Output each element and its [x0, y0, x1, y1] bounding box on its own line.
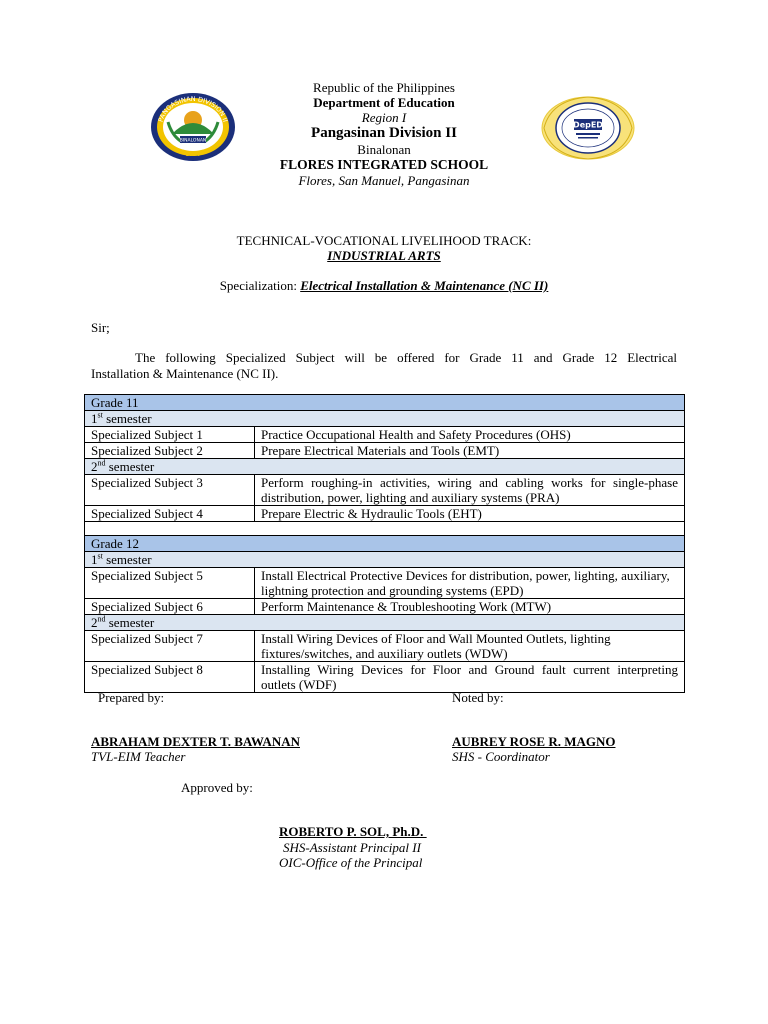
approved-by-name: ROBERTO P. SOL, Ph.D. [279, 824, 427, 839]
track-title: TECHNICAL-VOCATIONAL LIVELIHOOD TRACK: [236, 233, 532, 248]
table-row [85, 395, 685, 411]
specialization-line [0, 278, 768, 293]
specialization-value: Electrical Installation & Maintenance (NC II) [300, 278, 549, 293]
noted-by-label: Noted by: [452, 690, 504, 705]
table-row [85, 427, 685, 443]
approved-by-title-2: OIC-Office of the Principal [279, 855, 423, 870]
salutation: Sir; [91, 320, 110, 335]
table-row [85, 631, 685, 662]
table-row [85, 568, 685, 599]
grade-11-sem-2-heading: 2nd semester [85, 459, 685, 475]
description-cell: Install Wiring Devices of Floor and Wall Mounted Outlets, lighting fixtures/switches, and auxiliary outlets (WDW) [255, 631, 685, 662]
noted-by-name: AUBREY ROSE R. MAGNO [452, 734, 616, 749]
approved-by-label: Approved by: [181, 780, 253, 795]
table-row [85, 443, 685, 459]
logo-banner-text: BINALONAN [179, 138, 207, 144]
description-cell: Install Electrical Protective Devices for distribution, power, lighting, auxiliary, lightning protection and grounding systems (EPD) [255, 568, 685, 599]
subject-cell: Specialized Subject 2 [85, 443, 255, 459]
table-row [85, 522, 685, 536]
table-row [85, 459, 685, 475]
logo-ring-text: PANGASINAN DIVISION II [156, 94, 230, 123]
header-republic: Republic of the Philippines [313, 80, 455, 95]
track-subtitle: INDUSTRIAL ARTS [327, 248, 441, 263]
subject-cell: Specialized Subject 3 [85, 475, 255, 506]
table-row [85, 536, 685, 552]
subjects-table [84, 394, 685, 693]
grade-12-sem-2-heading: 2nd semester [85, 615, 685, 631]
subject-cell: Specialized Subject 1 [85, 427, 255, 443]
table-row [85, 506, 685, 522]
prepared-by-label: Prepared by: [98, 690, 165, 705]
grade-11-sem-1-heading: 1st semester [85, 411, 685, 427]
header-department: Department of Education [313, 95, 455, 110]
prepared-by-name: ABRAHAM DEXTER T. BAWANAN [91, 734, 300, 749]
grade-12-heading: Grade 12 [85, 536, 685, 552]
subject-cell: Specialized Subject 5 [85, 568, 255, 599]
table-row [85, 662, 685, 693]
description-cell: Prepare Electrical Materials and Tools (EMT) [255, 443, 685, 459]
header-region: Region I [361, 110, 407, 125]
header-school-address: Flores, San Manuel, Pangasinan [298, 173, 470, 188]
body-line-2: Installation & Maintenance (NC II). [91, 366, 279, 381]
approved-by-title-1: SHS-Assistant Principal II [283, 840, 421, 855]
grade-12-sem-1-heading: 1st semester [85, 552, 685, 568]
header-municipality: Binalonan [357, 142, 411, 157]
prepared-by-title: TVL-EIM Teacher [91, 749, 186, 764]
table-row [85, 615, 685, 631]
blank-cell [85, 522, 685, 536]
subject-cell: Specialized Subject 8 [85, 662, 255, 693]
seal-center-text: DepED [573, 120, 603, 130]
description-cell: Prepare Electric & Hydraulic Tools (EHT) [255, 506, 685, 522]
table-row [85, 475, 685, 506]
subject-cell: Specialized Subject 4 [85, 506, 255, 522]
table-row [85, 599, 685, 615]
description-cell: Installing Wiring Devices for Floor and Ground fault current interpreting outlets (WDF) [255, 662, 685, 693]
body-line-1: The following Specialized Subject will be offered for Grade 11 and Grade 12 Electrical [135, 350, 677, 365]
subject-cell: Specialized Subject 6 [85, 599, 255, 615]
header-division: Pangasinan Division II [311, 125, 457, 141]
noted-by-title: SHS - Coordinator [452, 749, 550, 764]
logo-year-text: 1990 [185, 151, 201, 158]
description-cell: Perform Maintenance & Troubleshooting Work (MTW) [255, 599, 685, 615]
description-cell: Practice Occupational Health and Safety Procedures (OHS) [255, 427, 685, 443]
table-row [85, 552, 685, 568]
table-row [85, 411, 685, 427]
grade-11-heading: Grade 11 [85, 395, 685, 411]
specialization-label: Specialization: [219, 278, 297, 293]
subject-cell: Specialized Subject 7 [85, 631, 255, 662]
header-school-name: FLORES INTEGRATED SCHOOL [279, 157, 489, 172]
description-cell: Perform roughing-in activities, wiring and cabling works for single-phase distribution, power, lighting and auxiliary systems (PRA) [255, 475, 685, 506]
